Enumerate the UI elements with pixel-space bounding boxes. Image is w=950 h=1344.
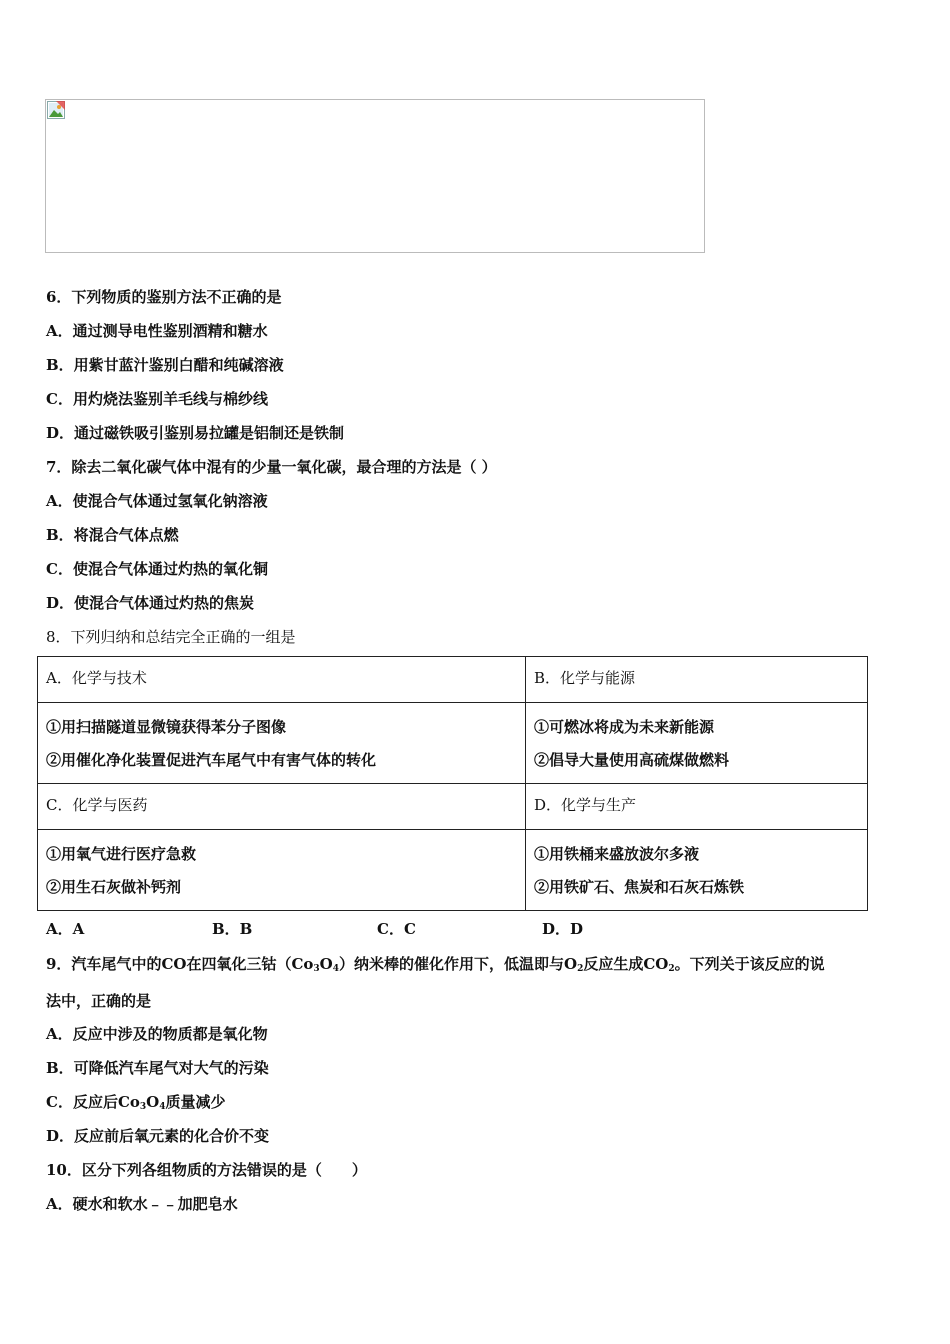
q8-answer-c: C．C: [377, 920, 416, 938]
q7-option-d: D．使混合气体通过灼热的焦炭: [46, 594, 255, 612]
q9-option-d: D．反应前后氧元素的化合价不变: [46, 1127, 270, 1145]
q8-answer-a: A．A: [46, 920, 85, 938]
q8-table: [37, 656, 868, 911]
q7-option-c: C．使混合气体通过灼热的氧化铜: [46, 560, 268, 578]
q9-option-a: A．反应中涉及的物质都是氧化物: [46, 1025, 268, 1043]
q7-stem: 7．除去二氧化碳气体中混有的少量一氧化碳，最合理的方法是（ ）: [46, 458, 497, 476]
q8-answer-b: B．B: [212, 920, 253, 938]
q8-d-head: D．化学与生产: [526, 784, 868, 830]
q6-option-b: B．用紫甘蓝汁鉴别白醋和纯碱溶液: [46, 356, 284, 374]
q6-option-a: A．通过测导电性鉴别酒精和糖水: [46, 322, 268, 340]
q6-option-c: C．用灼烧法鉴别羊毛线与棉纱线: [46, 390, 268, 408]
q8-a-items: ①用扫描隧道显微镜获得苯分子图像 ②用催化净化装置促进汽车尾气中有害气体的转化: [38, 703, 526, 784]
q10-option-a: A．硬水和软水﹣﹣加肥皂水: [46, 1195, 238, 1213]
q8-b-items: ①可燃冰将成为未来新能源 ②倡导大量使用高硫煤做燃料: [526, 703, 868, 784]
broken-image-icon: [47, 101, 65, 119]
q8-c-head: C．化学与医药: [38, 784, 526, 830]
q8-stem: 8．下列归纳和总结完全正确的一组是: [46, 628, 296, 646]
broken-image-placeholder: [45, 99, 705, 253]
q10-stem: 10．区分下列各组物质的方法错误的是（ ）: [46, 1161, 367, 1179]
q8-d-items: ①用铁桶来盛放波尔多液 ②用铁矿石、焦炭和石灰石炼铁: [526, 830, 868, 911]
q8-a-head: A．化学与技术: [38, 657, 526, 703]
q9-stem-line2: 法中，正确的是: [46, 992, 152, 1010]
q7-option-b: B．将混合气体点燃: [46, 526, 179, 544]
q8-c-items: ①用氧气进行医疗急救 ②用生石灰做补钙剂: [38, 830, 526, 911]
q9-option-b: B．可降低汽车尾气对大气的污染: [46, 1059, 269, 1077]
q9-stem: 9．汽车尾气中的CO在四氧化三钴$(Co_3O_4)$纳米棒的催化作用下，低温即与$O_2$反应生成$CO_2$。下列关于该反应的说: [46, 955, 825, 974]
q7-option-a: A．使混合气体通过氢氧化钠溶液: [46, 492, 268, 510]
q8-b-head: B．化学与能源: [526, 657, 868, 703]
q9-option-c: C．反应后$Co_3O_4$质量减少: [46, 1093, 226, 1112]
q8-answer-d: D．D: [542, 920, 584, 938]
q6-stem: 6．下列物质的鉴别方法不正确的是: [46, 288, 282, 306]
q6-option-d: D．通过磁铁吸引鉴别易拉罐是铝制还是铁制: [46, 424, 345, 442]
